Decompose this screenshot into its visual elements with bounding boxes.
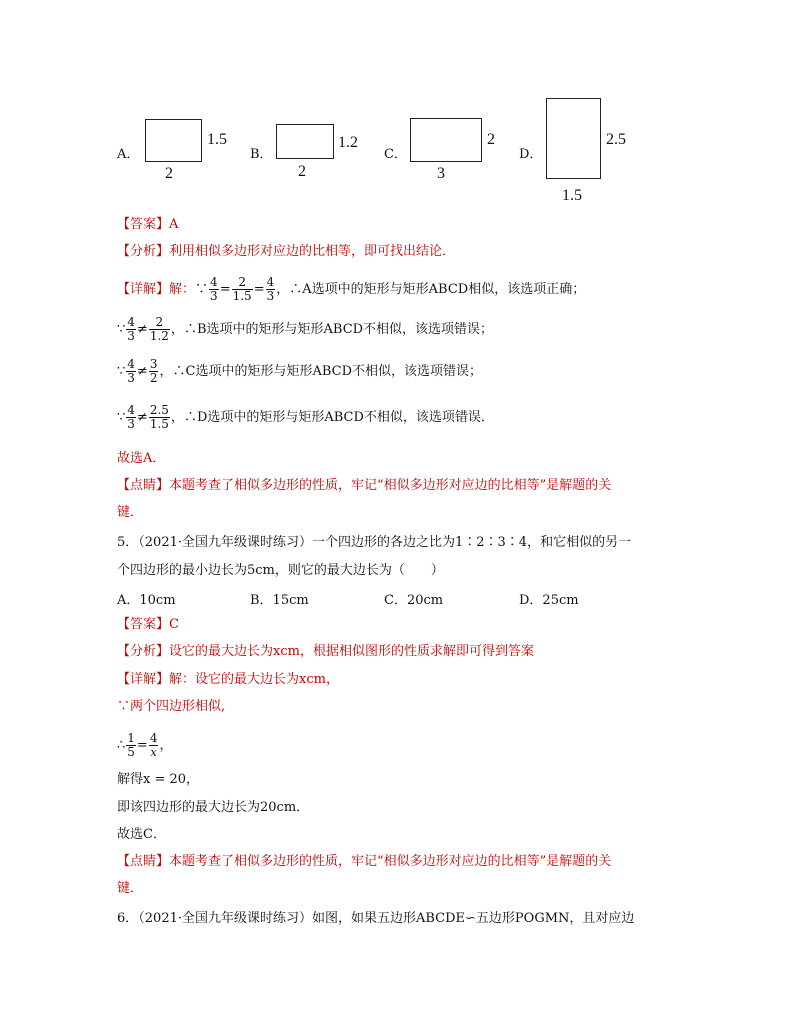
analysis-tag: 【分析】 xyxy=(117,644,170,659)
rectangle-c-height: 2 xyxy=(487,131,495,148)
denominator: 1.5 xyxy=(232,289,252,303)
q5-comment-line2: 键． xyxy=(117,881,144,896)
therefore-symbol: ∴ xyxy=(289,282,303,297)
q5-detail xyxy=(117,671,339,689)
q4-detail-line1: 【详解】解：∵ $\frac{4}{3}$ = $\frac{2}{1.5}$ = $\frac{4}{3}$ ，∴A选项中的矩形与矩形ABCD相似，该选项正确； xyxy=(117,275,586,303)
rectangle-a-height: 1.5 xyxy=(207,131,227,148)
answer-tag: 【答案】 xyxy=(117,217,170,232)
rectangle-d-height: 2.5 xyxy=(606,131,626,148)
not-equal-sign: ≠ xyxy=(136,364,148,379)
q5-option-c: C．20cm xyxy=(384,593,444,608)
option-c-label: C． xyxy=(384,147,407,162)
fraction xyxy=(149,358,159,385)
q5-analysis xyxy=(117,643,534,661)
denominator: 3 xyxy=(266,289,275,303)
conclusion-text: C选项中的矩形与矩形ABCD不相似，该选项错误； xyxy=(185,364,482,379)
fraction xyxy=(149,404,170,431)
denominator: 1.2 xyxy=(149,329,169,343)
comment-tag: 【点睛】 xyxy=(117,854,170,869)
q5-stem-line1: 5．（2021·全国九年级课时练习）一个四边形的各边之比为1∶2∶3∶4，和它相似的另一 xyxy=(117,535,632,550)
q5-option-a: A．10cm xyxy=(117,593,176,608)
rectangle-b xyxy=(276,124,334,159)
because-symbol: ∵ xyxy=(117,364,126,379)
q5-option-b: B．15cm xyxy=(250,593,309,608)
q5-choose: 故选C． xyxy=(117,827,166,842)
detail-tag: 【详解】 xyxy=(117,282,170,297)
fraction xyxy=(126,358,136,385)
q4-choose: 故选A． xyxy=(117,451,166,466)
comment-tag: 【点睛】 xyxy=(117,478,170,493)
fraction xyxy=(149,316,170,343)
fraction xyxy=(266,276,276,303)
q4-comment-line1 xyxy=(117,477,611,495)
numerator: 4 xyxy=(149,731,158,745)
conclusion-text: A选项中的矩形与矩形ABCD相似，该选项正确； xyxy=(302,282,586,297)
fraction xyxy=(126,732,136,759)
answer-tag: 【答案】 xyxy=(117,617,170,632)
analysis-tag: 【分析】 xyxy=(117,244,170,259)
answer-value: A xyxy=(169,217,179,232)
equals-sign: = xyxy=(253,282,265,297)
rectangle-a xyxy=(145,119,202,162)
q4-detail-line4: ∵ $\frac{4}{3}$ ≠ $\frac{2.5}{1.5}$ ，∴D选项中的矩形与矩形ABCD不相似，该选项错误． xyxy=(117,403,494,431)
option-b-label: B． xyxy=(250,147,273,162)
rectangle-d-width: 1.5 xyxy=(562,187,582,204)
not-equal-sign: ≠ xyxy=(136,410,148,425)
denominator: 5 xyxy=(127,745,135,759)
numerator: 3 xyxy=(149,357,158,371)
q4-analysis xyxy=(117,243,455,261)
analysis-text: 设它的最大边长为xcm，根据相似图形的性质求解即可得到答案 xyxy=(169,644,534,659)
denominator: 2 xyxy=(149,371,158,385)
rectangle-b-width: 2 xyxy=(298,163,306,180)
denominator: 1.5 xyxy=(149,417,169,431)
numerator: 4 xyxy=(127,315,135,329)
rectangle-c xyxy=(410,118,482,162)
comment-text: 本题考查了相似多边形的性质，牢记“相似多边形对应边的比相等”是解题的关 xyxy=(169,854,612,869)
q5-answer xyxy=(117,616,179,634)
numerator: 1 xyxy=(127,731,135,745)
option-a-label: A． xyxy=(117,147,140,162)
fraction xyxy=(149,732,159,759)
numerator: 2.5 xyxy=(149,403,169,417)
numerator: 2 xyxy=(149,316,170,330)
equals-sign: = xyxy=(219,282,231,297)
rectangle-a-width: 2 xyxy=(165,165,173,182)
rectangle-c-width: 3 xyxy=(437,165,445,182)
q5-option-d: D．25cm xyxy=(519,593,579,608)
q5-proportion: ∴ $\frac{1}{5}$ = $\frac{4}{x}$ ， xyxy=(117,731,173,759)
denominator: 3 xyxy=(127,417,135,431)
denominator: 3 xyxy=(127,329,135,343)
fraction xyxy=(126,316,136,343)
denominator: 3 xyxy=(127,371,135,385)
rectangle-d xyxy=(546,98,601,179)
answer-value: C xyxy=(169,617,179,632)
numerator: 4 xyxy=(266,275,275,289)
conclusion-text: D选项中的矩形与矩形ABCD不相似，该选项错误． xyxy=(196,410,494,425)
therefore-symbol: ∴ xyxy=(117,738,126,753)
q4-comment-line2: 键． xyxy=(117,505,144,520)
rectangle-b-height: 1.2 xyxy=(338,134,358,151)
q5-stem-line2: 个四边形的最小边长为5cm，则它的最大边长为（ ） xyxy=(117,563,444,578)
detail-prefix: 解： xyxy=(169,282,196,297)
denominator: x xyxy=(150,746,157,759)
q5-similar: ∵两个四边形相似, xyxy=(117,699,226,714)
numerator: 4 xyxy=(210,275,218,289)
q5-solve: 解得x = 20， xyxy=(117,772,200,787)
therefore-symbol: ∴ xyxy=(172,364,186,379)
comment-text: 本题考查了相似多边形的性质，牢记“相似多边形对应边的比相等”是解题的关 xyxy=(169,478,612,493)
q4-answer xyxy=(117,216,178,234)
q5-result: 即该四边形的最大边长为20cm． xyxy=(117,800,310,815)
denominator: 3 xyxy=(210,289,218,303)
fraction xyxy=(126,404,136,431)
q4-detail-line3: ∵ $\frac{4}{3}$ ≠ $\frac{3}{2}$ ，∴C选项中的矩形与矩形ABCD不相似，该选项错误； xyxy=(117,357,482,385)
detail-tag: 【详解】 xyxy=(117,672,170,687)
q4-detail-line2: ∵ $\frac{4}{3}$ ≠ $\frac{2}{1.2}$ ，∴B选项中的矩形与矩形ABCD不相似，该选项错误； xyxy=(117,315,494,343)
numerator: 4 xyxy=(127,403,135,417)
conclusion-text: B选项中的矩形与矩形ABCD不相似，该选项错误； xyxy=(196,322,494,337)
numerator: 4 xyxy=(127,357,135,371)
fraction xyxy=(209,276,219,303)
not-equal-sign: ≠ xyxy=(136,322,148,337)
analysis-text: 利用相似多边形对应边的比相等，即可找出结论． xyxy=(169,244,456,259)
q6-stem-line1: 6．（2021·全国九年级课时练习）如图，如果五边形ABCDE∽五边形POGMN，且对应边 xyxy=(117,911,635,926)
therefore-symbol: ∴ xyxy=(183,410,197,425)
q5-comment-line1 xyxy=(117,853,611,871)
because-symbol: ∵ xyxy=(117,410,126,425)
option-d-label: D． xyxy=(519,147,543,162)
because-symbol: ∵ xyxy=(195,282,209,297)
because-symbol: ∵ xyxy=(117,322,126,337)
therefore-symbol: ∴ xyxy=(183,322,197,337)
detail-text: 解：设它的最大边长为xcm， xyxy=(169,672,339,687)
fraction xyxy=(232,276,253,303)
equals-sign: = xyxy=(136,738,148,753)
numerator: 2 xyxy=(232,276,253,290)
